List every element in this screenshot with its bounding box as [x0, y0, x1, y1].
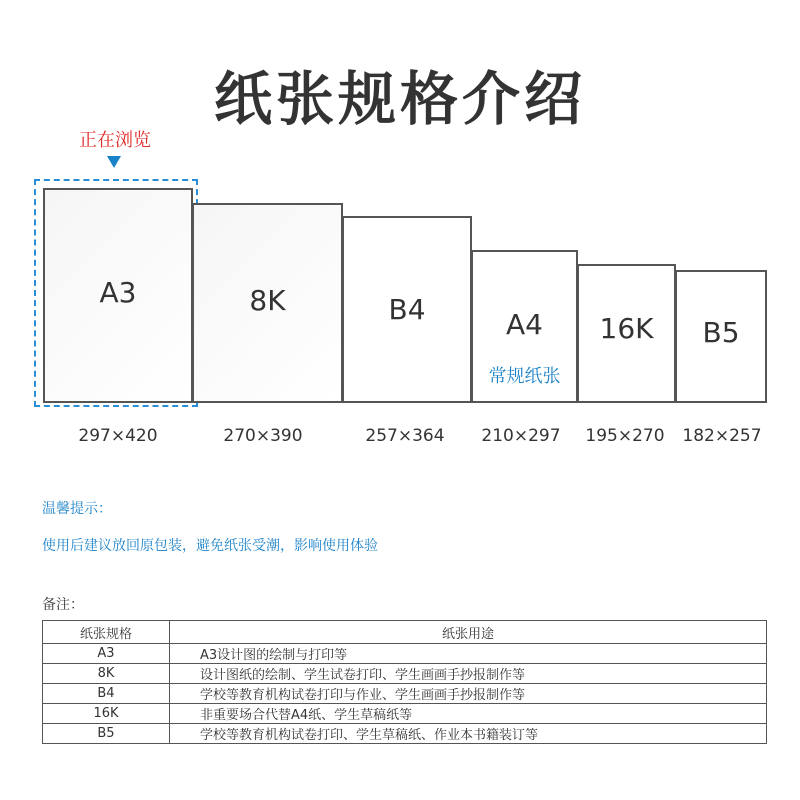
paper-card-b4[interactable]: [342, 216, 472, 403]
paper-name: B5: [702, 316, 740, 349]
paper-card-8k[interactable]: [192, 203, 343, 403]
paper-dimension: 195×270: [585, 426, 665, 446]
cell-usage: A3设计图的绘制与打印等: [170, 644, 767, 664]
table-row: [43, 704, 767, 724]
currently-viewing-label: 正在浏览: [79, 130, 151, 151]
paper-dimension: 297×420: [78, 426, 158, 446]
table-row: [43, 684, 767, 704]
paper-dimension: 182×257: [682, 426, 762, 446]
cell-spec: B4: [43, 684, 170, 704]
column-header-spec: 纸张规格: [43, 621, 170, 644]
cell-spec: 16K: [43, 704, 170, 724]
paper-card-b5[interactable]: [675, 270, 767, 403]
paper-name: A3: [99, 276, 137, 309]
cell-spec: 8K: [43, 664, 170, 684]
tip-body: 使用后建议放回原包装，避免纸张受潮，影响使用体验: [42, 538, 378, 554]
paper-dimension: 270×390: [223, 426, 303, 446]
cell-usage: 非重要场合代替A4纸、学生草稿纸等: [170, 704, 767, 724]
notes-label: 备注：: [42, 597, 84, 613]
cell-usage: 学校等教育机构试卷打印与作业、学生画画手抄报制作等: [170, 684, 767, 704]
paper-name: 16K: [599, 312, 654, 345]
paper-dimension: 257×364: [365, 426, 445, 446]
paper-dimension: 210×297: [481, 426, 561, 446]
paper-usage-table: [42, 620, 767, 744]
page-title: 纸张规格介绍: [213, 65, 586, 133]
paper-card-a4[interactable]: [471, 250, 578, 403]
down-arrow-icon: [107, 156, 121, 168]
column-header-usage: 纸张用途: [170, 621, 767, 644]
cell-spec: A3: [43, 644, 170, 664]
paper-card-16k[interactable]: [577, 264, 676, 403]
cell-spec: B5: [43, 724, 170, 744]
paper-name: 8K: [249, 284, 286, 317]
cell-usage: 学校等教育机构试卷打印、学生草稿纸、作业本书籍装订等: [170, 724, 767, 744]
cell-usage: 设计图纸的绘制、学生试卷打印、学生画画手抄报制作等: [170, 664, 767, 684]
paper-name: B4: [388, 293, 426, 326]
tip-title: 温馨提示：: [42, 501, 112, 517]
paper-name: A4: [506, 308, 543, 341]
table-row: [43, 644, 767, 664]
table-row: [43, 664, 767, 684]
paper-card-a3[interactable]: [43, 188, 193, 403]
table-row: [43, 724, 767, 744]
table-header-row: [43, 621, 767, 644]
paper-note: 常规纸张: [488, 366, 561, 387]
